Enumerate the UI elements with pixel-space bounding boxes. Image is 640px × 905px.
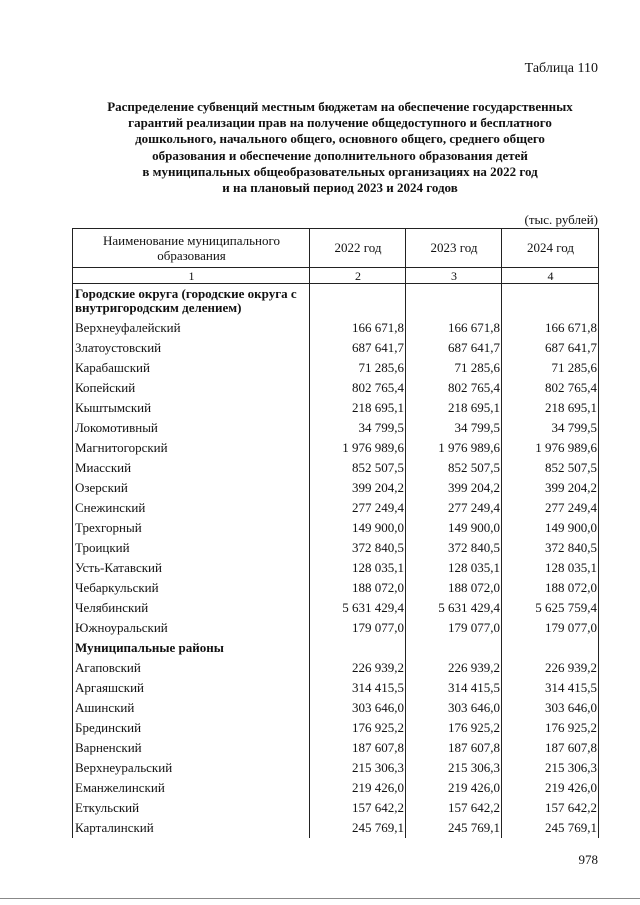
value-2023: 226 939,2 bbox=[406, 658, 502, 678]
value-2022: 219 426,0 bbox=[310, 778, 406, 798]
value-2023: 176 925,2 bbox=[406, 718, 502, 738]
value-2022: 187 607,8 bbox=[310, 738, 406, 758]
value-2023: 166 671,8 bbox=[406, 318, 502, 338]
value-2023: 687 641,7 bbox=[406, 338, 502, 358]
value-2023: 852 507,5 bbox=[406, 458, 502, 478]
municipality-name: Миасский bbox=[73, 458, 310, 478]
municipality-name: Кыштымский bbox=[73, 398, 310, 418]
table-row bbox=[73, 718, 599, 738]
value-2023: 187 607,8 bbox=[406, 738, 502, 758]
value-2022: 215 306,3 bbox=[310, 758, 406, 778]
value-2022: 1 976 989,6 bbox=[310, 438, 406, 458]
value-2023: 303 646,0 bbox=[406, 698, 502, 718]
value-2024: 219 426,0 bbox=[502, 778, 599, 798]
municipality-name: Троицкий bbox=[73, 538, 310, 558]
value-2024: 179 077,0 bbox=[502, 618, 599, 638]
value-2024: 1 976 989,6 bbox=[502, 438, 599, 458]
title-line: гарантий реализации прав на получение общедоступного и бесплатного bbox=[128, 115, 552, 131]
table-row bbox=[73, 658, 599, 678]
footer-divider bbox=[0, 898, 640, 899]
table-row bbox=[73, 338, 599, 358]
column-number: 2 bbox=[310, 268, 406, 284]
value-2024: 34 799,5 bbox=[502, 418, 599, 438]
value-2023: 188 072,0 bbox=[406, 578, 502, 598]
value-2023: 149 900,0 bbox=[406, 518, 502, 538]
table-row bbox=[73, 518, 599, 538]
table-row bbox=[73, 438, 599, 458]
table-row bbox=[73, 678, 599, 698]
empty-cell bbox=[406, 284, 502, 319]
municipality-name: Южноуральский bbox=[73, 618, 310, 638]
value-2023: 34 799,5 bbox=[406, 418, 502, 438]
column-header-2023: 2023 год bbox=[406, 229, 502, 268]
value-2023: 314 415,5 bbox=[406, 678, 502, 698]
municipality-name: Златоустовский bbox=[73, 338, 310, 358]
value-2024: 218 695,1 bbox=[502, 398, 599, 418]
municipality-name: Еманжелинский bbox=[73, 778, 310, 798]
table-row bbox=[73, 698, 599, 718]
table-label: Таблица 110 bbox=[524, 61, 598, 76]
table-body bbox=[73, 284, 599, 839]
table-row bbox=[73, 398, 599, 418]
municipality-name: Варненский bbox=[73, 738, 310, 758]
municipality-name: Верхнеуфалейский bbox=[73, 318, 310, 338]
units-label: (тыс. рублей) bbox=[524, 212, 598, 227]
table-row bbox=[73, 318, 599, 338]
value-2022: 303 646,0 bbox=[310, 698, 406, 718]
section-title: Муниципальные районы bbox=[73, 638, 310, 658]
value-2022: 852 507,5 bbox=[310, 458, 406, 478]
table-row bbox=[73, 418, 599, 438]
value-2022: 188 072,0 bbox=[310, 578, 406, 598]
value-2023: 128 035,1 bbox=[406, 558, 502, 578]
column-header-2022: 2022 год bbox=[310, 229, 406, 268]
municipality-name: Снежинский bbox=[73, 498, 310, 518]
value-2024: 314 415,5 bbox=[502, 678, 599, 698]
table-row bbox=[73, 738, 599, 758]
value-2024: 166 671,8 bbox=[502, 318, 599, 338]
column-number-row bbox=[73, 268, 599, 284]
value-2023: 5 631 429,4 bbox=[406, 598, 502, 618]
empty-cell bbox=[310, 284, 406, 319]
value-2022: 34 799,5 bbox=[310, 418, 406, 438]
value-2023: 1 976 989,6 bbox=[406, 438, 502, 458]
table-row bbox=[73, 778, 599, 798]
value-2024: 5 625 759,4 bbox=[502, 598, 599, 618]
value-2024: 176 925,2 bbox=[502, 718, 599, 738]
value-2024: 157 642,2 bbox=[502, 798, 599, 818]
value-2024: 188 072,0 bbox=[502, 578, 599, 598]
section-row bbox=[73, 284, 599, 319]
section-title: Городские округа (городские округа с внутригородским делением) bbox=[73, 284, 310, 319]
value-2022: 687 641,7 bbox=[310, 338, 406, 358]
empty-cell bbox=[310, 638, 406, 658]
table-row bbox=[73, 618, 599, 638]
value-2024: 215 306,3 bbox=[502, 758, 599, 778]
value-2022: 802 765,4 bbox=[310, 378, 406, 398]
value-2023: 157 642,2 bbox=[406, 798, 502, 818]
table-row bbox=[73, 818, 599, 838]
value-2022: 179 077,0 bbox=[310, 618, 406, 638]
value-2022: 399 204,2 bbox=[310, 478, 406, 498]
municipality-name: Чебаркульский bbox=[73, 578, 310, 598]
municipality-name: Карталинский bbox=[73, 818, 310, 838]
header-row bbox=[73, 229, 599, 268]
value-2024: 687 641,7 bbox=[502, 338, 599, 358]
value-2024: 372 840,5 bbox=[502, 538, 599, 558]
value-2024: 277 249,4 bbox=[502, 498, 599, 518]
value-2022: 176 925,2 bbox=[310, 718, 406, 738]
empty-cell bbox=[406, 638, 502, 658]
value-2022: 149 900,0 bbox=[310, 518, 406, 538]
value-2023: 802 765,4 bbox=[406, 378, 502, 398]
title-line: Распределение субвенций местным бюджетам на обеспечение государственных bbox=[107, 99, 573, 114]
table-row bbox=[73, 598, 599, 618]
value-2023: 215 306,3 bbox=[406, 758, 502, 778]
column-number: 1 bbox=[73, 268, 310, 284]
municipality-name: Трехгорный bbox=[73, 518, 310, 538]
value-2023: 277 249,4 bbox=[406, 498, 502, 518]
value-2022: 372 840,5 bbox=[310, 538, 406, 558]
table-row bbox=[73, 758, 599, 778]
value-2023: 372 840,5 bbox=[406, 538, 502, 558]
table-row bbox=[73, 798, 599, 818]
value-2024: 852 507,5 bbox=[502, 458, 599, 478]
table-row bbox=[73, 458, 599, 478]
title-line: в муниципальных общеобразовательных организациях на 2022 год bbox=[142, 163, 538, 179]
value-2022: 5 631 429,4 bbox=[310, 598, 406, 618]
table-row bbox=[73, 498, 599, 518]
value-2023: 71 285,6 bbox=[406, 358, 502, 378]
municipality-name: Челябинский bbox=[73, 598, 310, 618]
value-2024: 802 765,4 bbox=[502, 378, 599, 398]
value-2022: 226 939,2 bbox=[310, 658, 406, 678]
municipality-name: Брединский bbox=[73, 718, 310, 738]
document-title bbox=[60, 99, 620, 196]
table-row bbox=[73, 378, 599, 398]
municipality-name: Локомотивный bbox=[73, 418, 310, 438]
value-2022: 245 769,1 bbox=[310, 818, 406, 838]
value-2024: 128 035,1 bbox=[502, 558, 599, 578]
municipality-name: Ашинский bbox=[73, 698, 310, 718]
column-header-2024: 2024 год bbox=[502, 229, 599, 268]
value-2022: 71 285,6 bbox=[310, 358, 406, 378]
subvention-table bbox=[72, 228, 599, 838]
municipality-name: Усть-Катавский bbox=[73, 558, 310, 578]
municipality-name: Агаповский bbox=[73, 658, 310, 678]
value-2024: 303 646,0 bbox=[502, 698, 599, 718]
value-2023: 218 695,1 bbox=[406, 398, 502, 418]
table-row bbox=[73, 358, 599, 378]
municipality-name: Верхнеуральский bbox=[73, 758, 310, 778]
column-header-name: Наименование муниципального образования bbox=[73, 229, 310, 268]
municipality-name: Копейский bbox=[73, 378, 310, 398]
value-2024: 245 769,1 bbox=[502, 818, 599, 838]
section-row bbox=[73, 638, 599, 658]
page-number: 978 bbox=[578, 852, 598, 867]
value-2022: 314 415,5 bbox=[310, 678, 406, 698]
value-2023: 245 769,1 bbox=[406, 818, 502, 838]
empty-cell bbox=[502, 284, 599, 319]
table-row bbox=[73, 538, 599, 558]
value-2024: 399 204,2 bbox=[502, 478, 599, 498]
title-line: и на плановый период 2023 и 2024 годов bbox=[222, 180, 458, 196]
title-line: образования и обеспечение дополнительного образования детей bbox=[152, 147, 528, 163]
column-number: 3 bbox=[406, 268, 502, 284]
empty-cell bbox=[502, 638, 599, 658]
value-2023: 179 077,0 bbox=[406, 618, 502, 638]
municipality-name: Аргаяшский bbox=[73, 678, 310, 698]
municipality-name: Магнитогорский bbox=[73, 438, 310, 458]
municipality-name: Озерский bbox=[73, 478, 310, 498]
table-row bbox=[73, 558, 599, 578]
value-2024: 71 285,6 bbox=[502, 358, 599, 378]
table-row bbox=[73, 478, 599, 498]
value-2024: 149 900,0 bbox=[502, 518, 599, 538]
value-2022: 166 671,8 bbox=[310, 318, 406, 338]
value-2023: 399 204,2 bbox=[406, 478, 502, 498]
municipality-name: Еткульский bbox=[73, 798, 310, 818]
column-number: 4 bbox=[502, 268, 599, 284]
value-2024: 226 939,2 bbox=[502, 658, 599, 678]
value-2022: 277 249,4 bbox=[310, 498, 406, 518]
value-2024: 187 607,8 bbox=[502, 738, 599, 758]
value-2023: 219 426,0 bbox=[406, 778, 502, 798]
title-line: дошкольного, начального общего, основного общего, среднего общего bbox=[135, 131, 545, 147]
value-2022: 157 642,2 bbox=[310, 798, 406, 818]
municipality-name: Карабашский bbox=[73, 358, 310, 378]
value-2022: 128 035,1 bbox=[310, 558, 406, 578]
value-2022: 218 695,1 bbox=[310, 398, 406, 418]
table-row bbox=[73, 578, 599, 598]
